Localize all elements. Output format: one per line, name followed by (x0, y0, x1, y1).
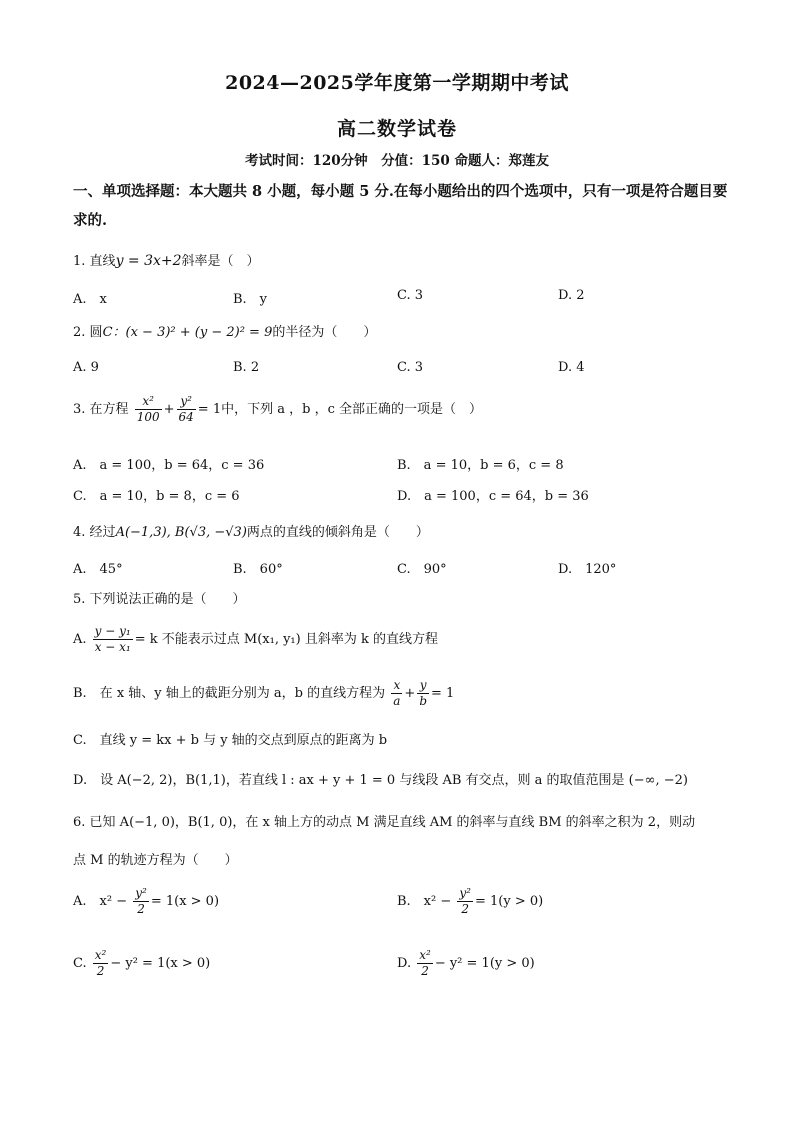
question-text: 直线 (89, 254, 116, 269)
q1-option-c: C. 3 (397, 288, 424, 303)
q5-option-c: C. 直线 y = kx + b 与 y 轴的交点到原点的距离为 b (73, 733, 388, 748)
option-text: B. 在 x 轴、y 轴上的截距分别为 a，b 的直线方程为 (73, 686, 386, 701)
fraction: $\frac{\text{x²}}{2}$ (94, 948, 107, 978)
q2-option-a: A. 9 (73, 360, 99, 375)
question-number: 1. (73, 254, 86, 269)
q3-option-b: B. a = 10，b = 6，c = 8 (397, 458, 564, 473)
question-6-continued: 点 M 的轨迹方程为（ ） (73, 853, 238, 868)
q5-option-b: B. 在 x 轴、y 轴上的截距分别为 a，b 的直线方程为 $\frac{x}{a}$ + $\frac{y}{b}$ = 1 (73, 678, 455, 708)
option-text: − y² = 1(x > 0) (110, 956, 211, 971)
fraction: $\frac{x}{a}$ (393, 678, 401, 708)
question-number: 4. (73, 525, 86, 540)
question-4 (73, 521, 429, 540)
option-text: = 1 (431, 686, 455, 701)
q4-option-a: A. 45° (73, 562, 123, 577)
fraction: $\frac{\text{y²}}{2}$ (135, 886, 147, 916)
q2-option-c: C. 3 (397, 360, 424, 375)
q1-option-b: B. y (233, 292, 268, 307)
q4-option-b: B. 60° (233, 562, 283, 577)
q1-option-a: A. x (73, 292, 107, 307)
q3-option-a: A. a = 100，b = 64，c = 36 (73, 458, 265, 473)
question-number: 6. (73, 815, 86, 830)
question-text: 在方程 (89, 402, 129, 417)
q3-option-d: D. a = 100，c = 64，b = 36 (397, 489, 589, 504)
question-text: 圆 (89, 325, 103, 340)
q1-option-d: D. 2 (558, 288, 585, 303)
question-number: 3. (73, 402, 86, 417)
question-1 (73, 250, 260, 269)
q4-option-d: D. 120° (558, 562, 617, 577)
exam-title: 2024—2025学年度第一学期期中考试 (225, 72, 569, 94)
question-text: 已知 A(−1, 0)，B(1, 0)，在 x 轴上方的动点 M 满足直线 AM 的斜率与直线 BM 的斜率之积为 2，则动 (89, 815, 696, 830)
exam-info: 考试时间：120分钟 分值：150 命题人：郑莲友 (244, 153, 550, 169)
math-expression: A(−1,3), B(√3, −√3) (115, 525, 247, 540)
q6-option-a (73, 886, 219, 917)
question-text: 中，下列 a ，b ，c 全部正确的一项是（ ） (221, 402, 482, 417)
q6-option-b (397, 886, 543, 917)
fraction: $\frac{y}{b}$ (419, 678, 427, 708)
option-text: A. x² − (73, 894, 128, 909)
q5-option-d: D. 设 A(−2, 2)，B(1,1)，若直线 l : ax + y + 1 = 0 与线段 AB 有交点，则 a 的取值范围是 (−∞, −2) (73, 773, 688, 788)
fraction: $\frac{\text{y − y₁}}{\text{x − x₁}}$ (94, 624, 131, 654)
fraction: $\frac{\text{x²}}{2}$ (419, 948, 431, 978)
option-text: C. (73, 956, 87, 971)
q3-option-c: C. a = 10，b = 8，c = 6 (73, 489, 240, 504)
q6-option-d (397, 948, 535, 979)
option-text: = k 不能表示过点 M(x₁, y₁) 且斜率为 k 的直线方程 (134, 632, 438, 647)
section-heading: 一、单项选择题：本大题共 8 小题，每小题 5 分.在每小题给出的四个选项中，只有一项是符合题目要求的. (73, 183, 728, 229)
question-5 (73, 588, 246, 607)
question-2 (73, 321, 376, 340)
math-expression: y = 3x+2 (115, 253, 182, 269)
question-text: 下列说法正确的是（ ） (89, 592, 246, 607)
q2-option-d: D. 4 (558, 360, 585, 375)
option-text: B. x² − (397, 894, 452, 909)
question-3: 3. 在方程 $\frac{\text{x²}}{100}$ + $\frac{\text{y²}}{64}$ = 1中，下列 a ，b ，c 全部正确的一项是（ ） (73, 394, 482, 424)
q4-option-c: C. 90° (397, 562, 447, 577)
fraction: $\frac{\text{x²}}{100}$ (136, 394, 160, 424)
q5-option-a: A. $\frac{\text{y − y₁}}{\text{x − x₁}}$ = k 不能表示过点 M(x₁, y₁) 且斜率为 k 的直线方程 (73, 624, 438, 654)
math-expression: = 1 (197, 402, 222, 417)
question-text: 斜率是（ ） (181, 254, 260, 269)
math-expression: C：(x − 3)² + (y − 2)² = 9 (102, 325, 273, 340)
option-text: = 1(x > 0) (150, 894, 220, 909)
question-text: 的半径为（ ） (272, 325, 377, 340)
option-text: D. (397, 956, 412, 971)
fraction: $\frac{\text{y²}}{64}$ (178, 394, 194, 424)
question-6 (73, 811, 695, 830)
fraction: $\frac{\text{y²}}{2}$ (459, 886, 471, 916)
q2-option-b: B. 2 (233, 360, 260, 375)
question-text: 经过 (89, 525, 116, 540)
question-text: 两点的直线的倾斜角是（ ） (246, 525, 429, 540)
q6-option-c (73, 948, 210, 979)
question-number: 2. (73, 325, 86, 340)
option-text: = 1(y > 0) (475, 894, 544, 909)
exam-subtitle: 高二数学试卷 (336, 118, 457, 140)
question-number: 5. (73, 592, 86, 607)
option-text: − y² = 1(y > 0) (434, 956, 535, 971)
